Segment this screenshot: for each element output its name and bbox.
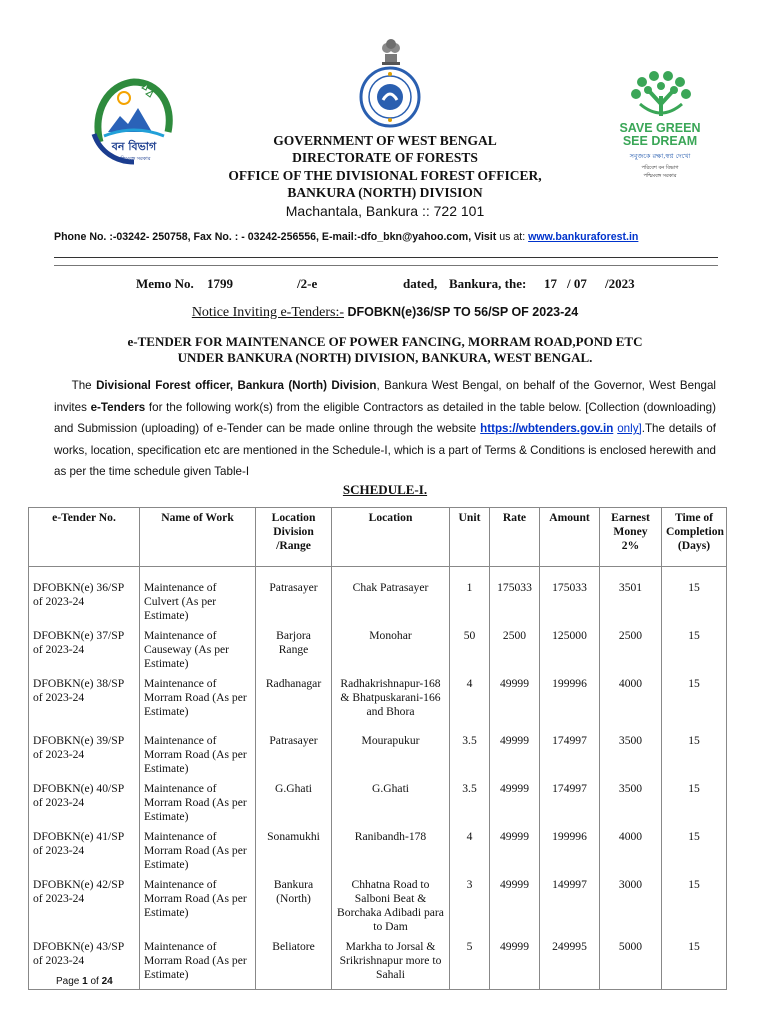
table-cell: 3000 [600,875,662,937]
table-cell: 15 [662,875,727,937]
schedule-header-cell: Location [332,508,450,567]
table-cell: Radhanagar [256,674,332,731]
table-cell: Maintenance of Morram Road (As per Estimate) [140,674,256,731]
table-row [29,827,727,875]
table-cell: 149997 [540,875,600,937]
table-cell: 175033 [540,567,600,627]
table-cell: Radhakrishnapur-168 & Bhatpuskarani-166 and Bhora [332,674,450,731]
schedule-header-cell: Unit [450,508,490,567]
wbtenders-link[interactable]: https://wbtenders.gov.in [480,422,614,435]
schedule-header-cell: Time of Completion (Days) [662,508,727,567]
subject-line-2: UNDER BANKURA (NORTH) DIVISION, BANKURA, WEST BENGAL. [177,350,593,365]
table-cell: Markha to Jorsal & Srikrishnapur more to Sahali [332,937,450,990]
contact-line [54,231,638,243]
tender-subject [0,334,770,366]
table-cell: Maintenance of Morram Road (As per Estimate) [140,731,256,779]
header-divider [54,257,718,258]
table-cell: 174997 [540,779,600,827]
table-cell: 49999 [490,731,540,779]
table-cell: Sonamukhi [256,827,332,875]
schedule-table [28,507,727,990]
schedule-header-cell: Location Division /Range [256,508,332,567]
intro-part-a: The [71,379,92,392]
table-cell: DFOBKN(e) 39/SP of 2023-24 [29,731,140,779]
page-label: Page [56,976,80,987]
table-cell: DFOBKN(e) 37/SP of 2023-24 [29,626,140,674]
table-cell: Monohar [332,626,450,674]
schedule-header-cell: Amount [540,508,600,567]
table-cell: Maintenance of Causeway (As per Estimate) [140,626,256,674]
intro-part-f: .The details of works, location, specification etc are mentioned in the Schedule-I, which is a part of Terms & Conditions is enclosed herewith and as per the time schedule given Table-I [54,422,716,478]
table-cell: Patrasayer [256,731,332,779]
table-row [29,626,727,674]
table-cell: 199996 [540,827,600,875]
table-cell: 49999 [490,779,540,827]
table-cell: 15 [662,827,727,875]
table-cell: 50 [450,626,490,674]
header-directorate: DIRECTORATE OF FORESTS [292,150,478,165]
intro-officer: Divisional Forest officer, Bankura (North) Division [96,379,377,392]
table-cell: 5 [450,937,490,990]
memo-place: Bankura, the: [449,276,527,291]
memo-year: /2023 [605,276,635,291]
header-division: BANKURA (NORTH) DIVISION [287,185,483,200]
table-cell: 49999 [490,875,540,937]
subject-line-1: e-TENDER FOR MAINTENANCE OF POWER FANCING, MORRAM ROAD,POND ETC [127,334,643,349]
table-cell: Chhatna Road to Salboni Beat & Borchaka Adibadi para to Dam [332,875,450,937]
logo-right-sub2: পশ্চিমবঙ্গ সরকার [643,173,677,179]
table-cell: 15 [662,731,727,779]
contact-details: Phone No. :-03242- 250758, Fax No. : - 03242-256556, E-mail:-dfo_bkn@yahoo.com, Visit [54,231,497,243]
table-row [29,779,727,827]
logo-right-bengali: সবুজকে রক্ষা,স্বপ্ন দেখো [629,152,691,160]
wbtenders-link-suffix: only] [617,422,642,435]
table-cell: 3 [450,875,490,937]
table-cell: 249995 [540,937,600,990]
table-cell: 199996 [540,674,600,731]
page-of-label: of [90,976,99,987]
table-cell: 49999 [490,827,540,875]
table-cell: 15 [662,779,727,827]
table-cell: 4 [450,674,490,731]
table-cell: 5000 [600,937,662,990]
intro-etenders: e-Tenders [90,400,146,414]
table-cell: 2500 [490,626,540,674]
table-cell: DFOBKN(e) 42/SP of 2023-24 [29,875,140,937]
table-cell: DFOBKN(e) 41/SP of 2023-24 [29,827,140,875]
intro-paragraph [54,375,716,483]
header-office: OFFICE OF THE DIVISIONAL FOREST OFFICER, [228,168,542,183]
table-row [29,875,727,937]
logo-left-subtitle: পশ্চিমবঙ্গ সরকার [117,156,151,162]
table-cell: 3501 [600,567,662,627]
table-cell: 15 [662,567,727,627]
table-cell: Mourapukur [332,731,450,779]
table-cell: Chak Patrasayer [332,567,450,627]
table-cell: 1 [450,567,490,627]
table-cell: 3.5 [450,731,490,779]
website-link[interactable]: www.bankuraforest.in [528,231,639,243]
memo-suffix: /2-e [297,276,318,291]
page-total: 24 [101,976,113,987]
page-footer [56,976,113,987]
table-cell: 175033 [490,567,540,627]
table-cell: DFOBKN(e) 38/SP of 2023-24 [29,674,140,731]
intro-part-e: for the following work(s) from the eligible Contractors as detailed in the table below. [Collection (downloading) and Submission (uploading) of e-Tender can be made online through the website [54,400,716,435]
page-number: 1 [82,976,88,987]
table-cell: 125000 [540,626,600,674]
table-cell: 4000 [600,827,662,875]
table-row [29,937,727,990]
table-cell: Maintenance of Morram Road (As per Estimate) [140,875,256,937]
table-cell: G.Ghati [332,779,450,827]
logo-right-line2: SEE DREAM [622,134,698,148]
table-cell: 3500 [600,779,662,827]
table-cell: DFOBKN(e) 40/SP of 2023-24 [29,779,140,827]
table-row [29,674,727,731]
memo-label: Memo No. [136,276,194,291]
notice-reference: DFOBKN(e)36/SP TO 56/SP OF 2023-24 [347,305,579,319]
table-cell: 2500 [600,626,662,674]
table-cell: Bankura (North) [256,875,332,937]
table-cell: 3.5 [450,779,490,827]
schedule-header-row [29,508,727,567]
table-cell: DFOBKN(e) 36/SP of 2023-24 [29,567,140,627]
table-cell: 4000 [600,674,662,731]
contact-visit-suffix: us at: [499,231,526,243]
memo-dated-label: dated, [403,276,438,291]
west-bengal-seal-icon [359,66,421,128]
state-emblem-icon [379,36,403,66]
intro-part-c: , Bankura West Bengal, on behalf of the Governor, West Bengal invites [54,379,716,414]
schedule-header-cell: Earnest Money 2% [600,508,662,567]
table-cell: Maintenance of Morram Road (As per Estimate) [140,827,256,875]
logo-left-title: বন বিভাগ [111,140,157,153]
header-address: Machantala, Bankura :: 722 101 [285,203,485,219]
notice-title: Notice Inviting e-Tenders:- [191,305,345,320]
table-row [29,567,727,627]
table-cell: 15 [662,674,727,731]
table-cell: Maintenance of Morram Road (As per Estimate) [140,937,256,990]
logo-right-sub1: পরিবেশ বন বিভাগ [641,165,679,171]
header-divider-secondary [54,265,718,266]
table-cell: 174997 [540,731,600,779]
schedule-header-cell: Name of Work [140,508,256,567]
schedule-header-cell: Rate [490,508,540,567]
schedule-header-cell: e-Tender No. [29,508,140,567]
schedule-body [29,567,727,990]
memo-number: 1799 [207,276,233,291]
table-cell: 4 [450,827,490,875]
schedule-title: SCHEDULE-I. [342,482,428,497]
table-cell: 15 [662,626,727,674]
table-cell: Barjora Range [256,626,332,674]
logo-right-line1: SAVE GREEN [619,121,701,135]
memo-month: / 07 [567,276,587,291]
table-row [29,731,727,779]
header-government: GOVERNMENT OF WEST BENGAL [273,133,497,148]
table-cell: 49999 [490,937,540,990]
table-cell: Maintenance of Morram Road (As per Estimate) [140,779,256,827]
table-cell: Ranibandh-178 [332,827,450,875]
table-cell: G.Ghati [256,779,332,827]
table-cell: Beliatore [256,937,332,990]
table-cell: 3500 [600,731,662,779]
table-cell: Maintenance of Culvert (As per Estimate) [140,567,256,627]
notice-heading [0,305,770,321]
table-cell: Patrasayer [256,567,332,627]
table-cell: DFOBKN(e) 43/SP of 2023-24 [29,937,140,990]
memo-day: 17 [544,276,557,291]
table-cell: 15 [662,937,727,990]
table-cell: 49999 [490,674,540,731]
